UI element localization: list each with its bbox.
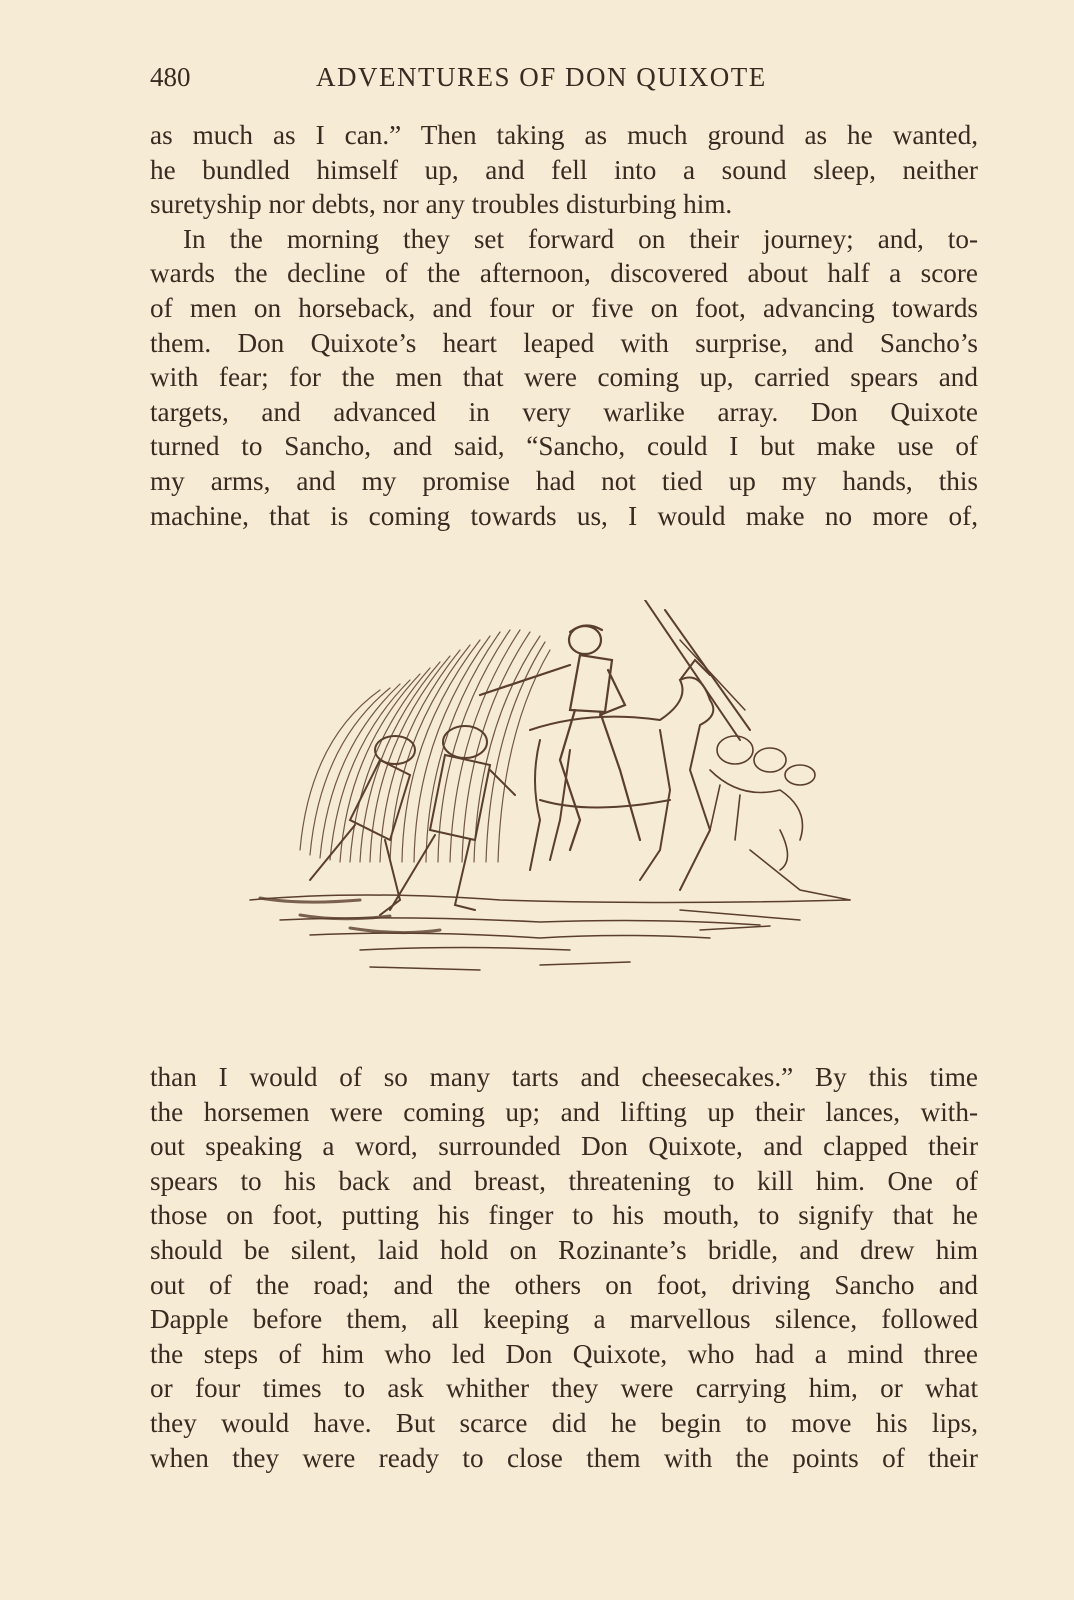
text-line: as much as I can.” Then taking as much ground as he wanted, — [150, 120, 978, 150]
body-text-bottom — [150, 1060, 978, 1475]
text-line: when they were ready to close them with the points of their — [150, 1442, 978, 1473]
text-line: turned to Sancho, and said, “Sancho, could I but make use of — [150, 431, 978, 462]
text-line: my arms, and my promise had not tied up my hands, this — [150, 465, 978, 496]
text-line: out speaking a word, surrounded Don Quixote, and clapped their — [150, 1131, 978, 1162]
text-line: he bundled himself up, and fell into a sound sleep, neither — [150, 154, 978, 185]
text-line: Dapple before them, all keeping a marvellous silence, followed — [150, 1304, 978, 1335]
text-line: targets, and advanced in very warlike array. Don Quixote — [150, 396, 978, 427]
engraving-illustration — [240, 600, 870, 1000]
text-line: machine, that is coming towards us, I would make no more of, — [150, 500, 978, 531]
text-line: should be silent, laid hold on Rozinante’s bridle, and drew him — [150, 1234, 978, 1265]
text-line: they would have. But scarce did he begin to move his lips, — [150, 1407, 978, 1438]
text-line: In the morning they set forward on their journey; and, to- — [183, 223, 978, 254]
engraving-icon — [240, 600, 870, 1000]
text-line: wards the decline of the afternoon, discovered about half a score — [150, 258, 978, 289]
text-line: of men on horseback, and four or five on foot, advancing towards — [150, 292, 978, 323]
text-line: suretyship nor debts, nor any troubles disturbing him. — [150, 189, 733, 220]
text-line: out of the road; and the others on foot, driving Sancho and — [150, 1269, 978, 1300]
text-line: the steps of him who led Don Quixote, who had a mind three — [150, 1338, 978, 1369]
text-line: or four times to ask whither they were carrying him, or what — [150, 1373, 978, 1404]
page-number: 480 — [150, 62, 191, 92]
body-text-top — [150, 118, 978, 533]
text-line: with fear; for the men that were coming up, carried spears and — [150, 362, 978, 393]
running-title: ADVENTURES OF DON QUIXOTE — [316, 62, 767, 92]
page-header — [150, 62, 976, 98]
text-line: the horsemen were coming up; and lifting up their lances, with- — [150, 1096, 978, 1127]
text-line: those on foot, putting his finger to his mouth, to signify that he — [150, 1200, 978, 1231]
text-line: them. Don Quixote’s heart leaped with surprise, and Sancho’s — [150, 327, 978, 358]
text-line: than I would of so many tarts and cheesecakes.” By this time — [150, 1062, 978, 1092]
text-line: spears to his back and breast, threatening to kill him. One of — [150, 1165, 978, 1196]
